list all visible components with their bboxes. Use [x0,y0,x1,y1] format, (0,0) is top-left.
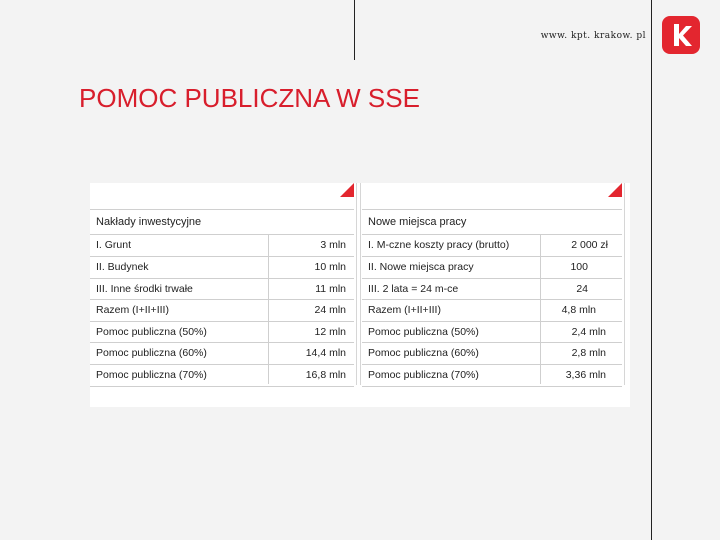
page-divider-right [651,0,652,540]
row-value: 24 mln [314,304,346,316]
table-row [362,234,622,256]
row-value: 11 mln [315,283,346,295]
table-row [362,364,622,387]
new-jobs-table-header: Nowe miejsca pracy [362,209,622,235]
table-row [362,321,622,343]
row-value: 16,8 mln [305,369,346,381]
aid-calculation-tables [90,183,630,407]
table-row [90,278,354,300]
table-row [90,342,354,364]
row-label: Pomoc publiczna (50%) [368,326,479,338]
row-label: III. Inne środki trwałe [96,283,193,295]
row-label: Pomoc publiczna (70%) [96,369,207,381]
row-label: I. M-czne koszty pracy (brutto) [368,239,510,251]
row-value: 2 000 zł [571,239,608,251]
row-value: 2,8 mln [571,347,606,359]
row-value: 24 [576,283,588,295]
table-row [362,342,622,364]
investment-table-header: Nakłady inwestycyjne [90,209,354,235]
row-value: 2,4 mln [571,326,606,338]
kpt-logo-icon [662,16,700,54]
row-value: 100 [570,261,588,273]
row-label: I. Grunt [96,239,132,251]
row-value: 12 mln [314,326,346,338]
slide-title: POMOC PUBLICZNA W SSE [79,83,420,113]
row-label: II. Budynek [96,261,149,273]
investment-table [90,183,354,385]
panel-gap-divider [356,183,357,385]
corner-marker-icon [340,183,354,197]
website-url: www. kpt. krakow. pl [540,31,646,41]
row-label: III. 2 lata = 24 m-ce [368,283,459,295]
row-value: 4,8 mln [561,304,596,316]
header-divider-left [354,0,355,60]
row-value: 14,4 mln [305,347,346,359]
table-row [362,278,622,300]
table-row [90,364,354,387]
row-value: 3 mln [320,239,346,251]
row-label: Razem (I+II+III) [368,304,441,316]
table-row [90,234,354,256]
row-label: Pomoc publiczna (50%) [96,326,207,338]
table-row [90,299,354,321]
row-label: Pomoc publiczna (60%) [96,347,207,359]
row-label: Pomoc publiczna (70%) [368,369,479,381]
table-row [90,321,354,343]
table-row [90,256,354,278]
row-label: Pomoc publiczna (60%) [368,347,479,359]
row-value: 10 mln [314,261,346,273]
new-jobs-table [362,183,622,385]
corner-marker-icon [608,183,622,197]
panel-gap-divider [360,183,361,385]
row-label: II. Nowe miejsca pracy [368,261,474,273]
table-edge-line [624,183,625,385]
row-label: Razem (I+II+III) [96,304,169,316]
row-value: 3,36 mln [565,369,606,381]
table-row [362,299,622,321]
table-row [362,256,622,278]
